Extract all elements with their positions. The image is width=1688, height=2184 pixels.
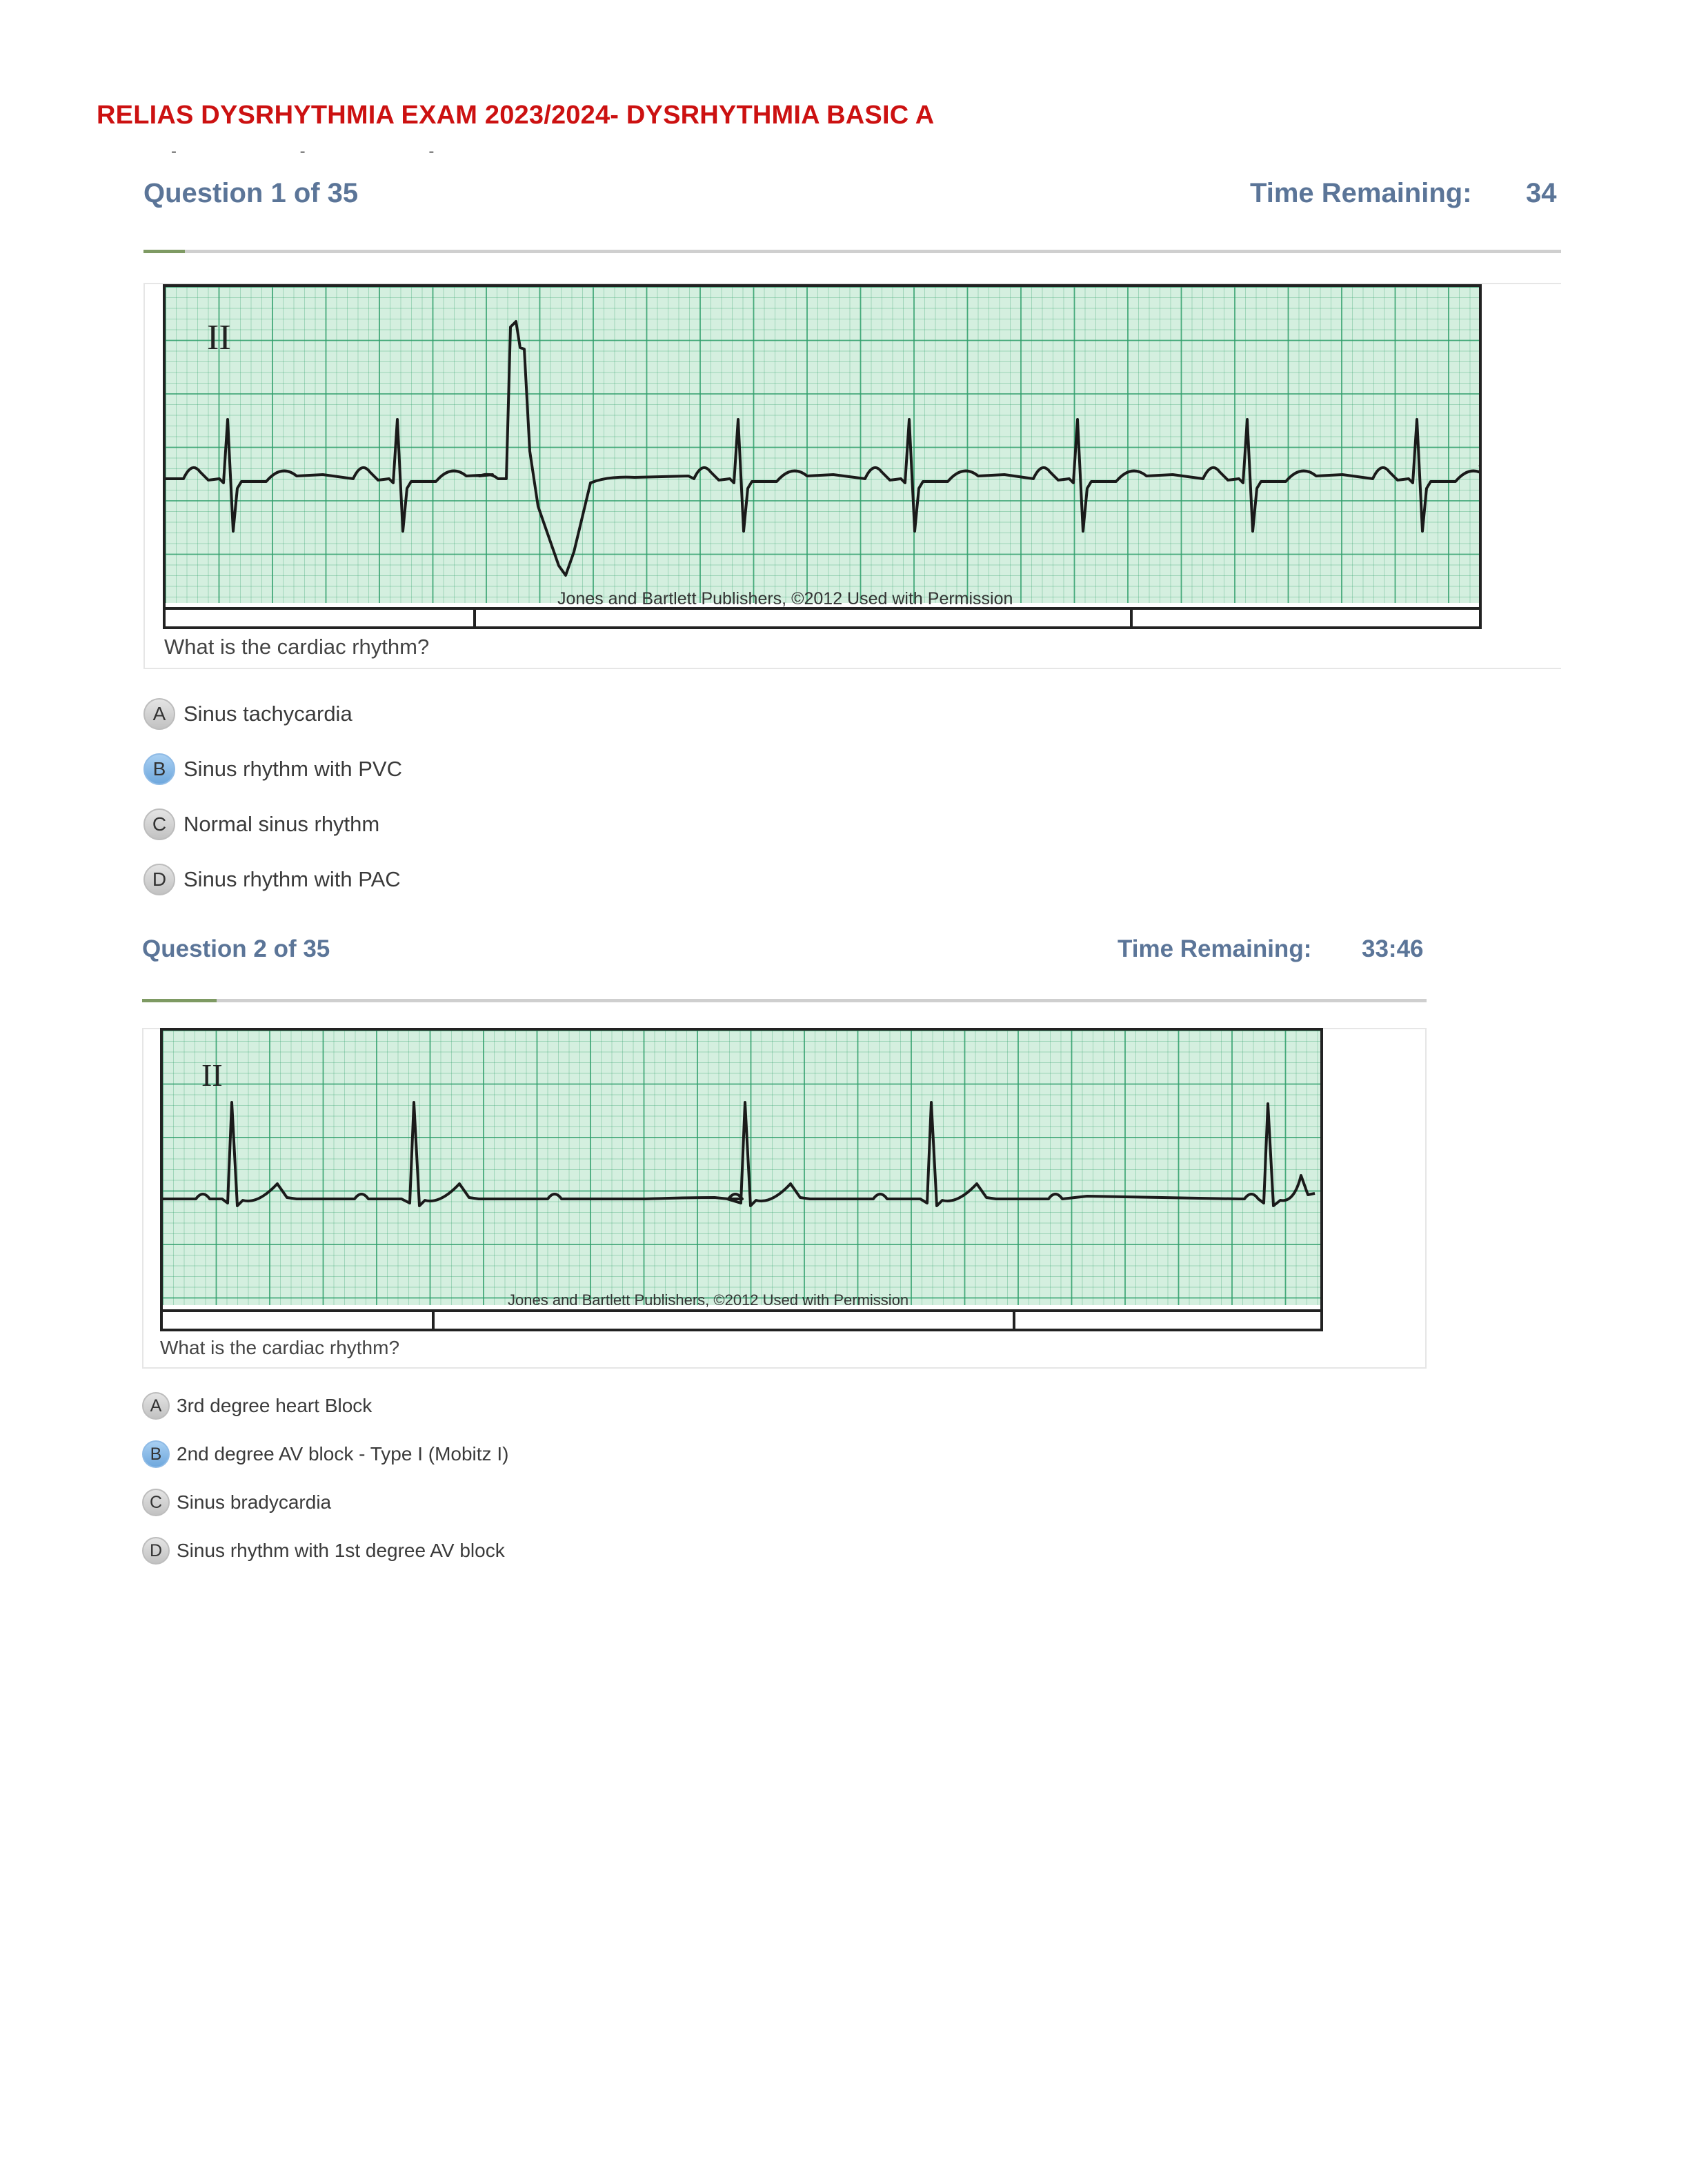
option-text: Sinus tachycardia [183, 702, 353, 726]
stray-marks: - - - [171, 142, 494, 161]
question-2-option-b[interactable] [142, 1440, 508, 1468]
option-letter-badge: C [142, 1489, 170, 1516]
option-letter-badge-selected: B [142, 1440, 170, 1468]
question-2-ecg-svg [163, 1031, 1320, 1329]
option-text: 3rd degree heart Block [177, 1395, 373, 1416]
question-1-option-b[interactable] [143, 753, 402, 785]
question-2-ecg-strip [160, 1028, 1323, 1331]
option-letter-badge: C [143, 808, 175, 840]
question-1-ecg-strip [163, 284, 1482, 629]
question-1-time-label: Time Remaining: [1250, 178, 1472, 208]
question-2-progress-fill [142, 999, 217, 1002]
question-2-time-label: Time Remaining: [1118, 935, 1312, 962]
question-2-progress-bar [142, 999, 1427, 1002]
question-1-option-d[interactable] [143, 864, 401, 895]
option-letter-badge: D [142, 1537, 170, 1565]
question-2-option-a[interactable] [142, 1392, 372, 1420]
question-2-time-value: 33:46 [1362, 935, 1424, 962]
question-2-option-d[interactable] [142, 1537, 505, 1565]
question-1-option-a[interactable] [143, 698, 353, 730]
option-text: Normal sinus rhythm [183, 812, 380, 836]
option-text: Sinus rhythm with PVC [183, 757, 402, 781]
ecg-credit: Jones and Bartlett Publishers, ©2012 Used with Permission [508, 1291, 909, 1309]
option-letter-badge: A [142, 1392, 170, 1420]
ecg-lead-label: II [207, 318, 231, 357]
option-letter-badge: D [143, 864, 175, 895]
option-text: Sinus bradycardia [177, 1491, 332, 1513]
question-1-progress-fill [143, 250, 185, 253]
question-1-option-c[interactable] [143, 808, 379, 840]
ecg-credit: Jones and Bartlett Publishers, ©2012 Used with Permission [557, 589, 1013, 608]
question-1-time-value: 34 [1526, 178, 1557, 208]
document-title: RELIAS DYSRHYTHMIA EXAM 2023/2024- DYSRHYTHMIA BASIC A [97, 101, 935, 130]
question-1-progress-bar [143, 250, 1561, 253]
question-2-heading: Question 2 of 35 [142, 935, 330, 962]
option-letter-badge-selected: B [143, 753, 175, 785]
ecg-grid [166, 287, 1479, 603]
ecg-lead-label: II [201, 1058, 223, 1093]
question-1-heading: Question 1 of 35 [143, 178, 359, 208]
question-2-option-c[interactable] [142, 1489, 331, 1516]
question-1-ecg-svg [166, 287, 1479, 626]
option-letter-badge: A [143, 698, 175, 730]
option-text: Sinus rhythm with PAC [183, 867, 401, 891]
option-text: 2nd degree AV block - Type I (Mobitz I) [177, 1443, 509, 1465]
question-2-prompt: What is the cardiac rhythm? [160, 1337, 400, 1358]
question-1-prompt: What is the cardiac rhythm? [164, 635, 430, 659]
option-text: Sinus rhythm with 1st degree AV block [177, 1540, 505, 1561]
